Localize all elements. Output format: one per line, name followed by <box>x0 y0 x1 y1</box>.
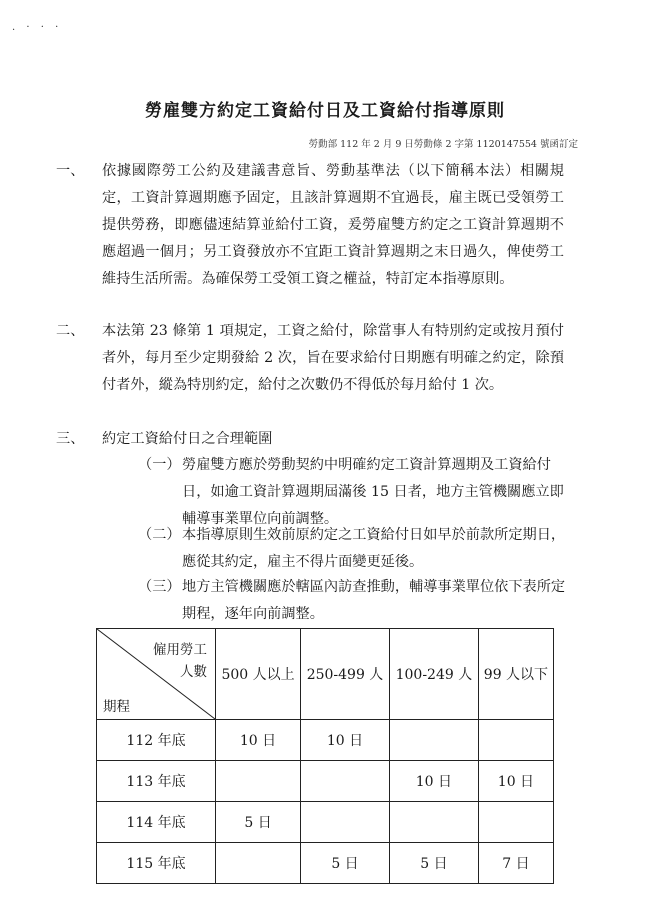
table-cell: 5 日 <box>389 843 478 884</box>
section-1-text: 依據國際勞工公約及建議書意旨、勞動基準法（以下簡稱本法）相關規定，工資計算週期應予固定，且該計算週期不宜過長，雇主既已受領勞工提供勞務，即應儘速結算並給付工資，爰勞雇雙方約定之工資計算週期不應超過一個月；另工資發放亦不宜距工資計算週期之末日過久，俾使勞工維持生活所需。為確保勞工受領工資之權益，特訂定本指導原則。 <box>102 163 564 287</box>
corner-top-label <box>153 639 207 683</box>
column-header: 500 人以上 <box>216 629 301 720</box>
header-dots: . · · · <box>12 22 63 33</box>
table-cell <box>301 802 390 843</box>
table-corner-cell <box>97 629 216 720</box>
table-cell: 5 日 <box>216 802 301 843</box>
subsection-3 <box>138 574 566 628</box>
table-cell <box>478 720 553 761</box>
column-header: 99 人以下 <box>478 629 553 720</box>
table-cell: 10 日 <box>389 761 478 802</box>
subsection-1-text: 勞雇雙方應於勞動契約中明確約定工資計算週期及工資給付日，如逾工資計算週期屆滿後 15 日者，地方主管機關應立即輔導事業單位向前調整。 <box>182 457 564 527</box>
corner-bottom-label: 期程 <box>103 699 130 715</box>
table-cell <box>216 761 301 802</box>
schedule-table <box>96 628 554 884</box>
subsection-3-text: 地方主管機關應於轄區內訪查推動，輔導事業單位依下表所定期程，逐年向前調整。 <box>182 579 566 622</box>
section-3-text: 約定工資給付日之合理範圍 <box>102 431 273 447</box>
table-cell: 10 日 <box>216 720 301 761</box>
table-row <box>97 843 554 884</box>
corner-top-line2: 人數 <box>180 664 207 680</box>
table-cell <box>301 761 390 802</box>
subsection-2-number: （二） <box>138 527 181 543</box>
table-cell: 5 日 <box>301 843 390 884</box>
subsection-2 <box>138 522 566 576</box>
column-header: 100-249 人 <box>389 629 478 720</box>
table-row <box>97 761 554 802</box>
section-1-number: 一、 <box>56 163 85 179</box>
table-header-row <box>97 629 554 720</box>
table-row <box>97 802 554 843</box>
section-2-number: 二、 <box>56 323 85 339</box>
table-cell: 10 日 <box>301 720 390 761</box>
document-subtitle: 勞動部 112 年 2 月 9 日勞動條 2 字第 1120147554 號函訂定 <box>308 139 578 150</box>
table-cell <box>216 843 301 884</box>
document-title: 勞雇雙方約定工資給付日及工資給付指導原則 <box>145 101 505 121</box>
section-3-number: 三、 <box>56 431 85 447</box>
column-header: 250-499 人 <box>301 629 390 720</box>
table-cell: 10 日 <box>478 761 553 802</box>
section-3 <box>56 426 564 453</box>
table-cell: 7 日 <box>478 843 553 884</box>
section-2 <box>56 318 564 399</box>
table-cell <box>478 802 553 843</box>
table-cell <box>389 720 478 761</box>
subsection-3-number: （三） <box>138 579 181 595</box>
table-row <box>97 720 554 761</box>
period-cell: 114 年底 <box>97 802 216 843</box>
period-cell: 115 年底 <box>97 843 216 884</box>
table-cell <box>389 802 478 843</box>
subsection-1 <box>138 452 566 533</box>
section-2-text: 本法第 23 條第 1 項規定，工資之給付，除當事人有特別約定或按月預付者外，每月至少定期發給 2 次，旨在要求給付日期應有明確之約定，除預付者外，縱為特別約定，給付之次數仍不得低於每月給付 1 次。 <box>102 323 564 393</box>
section-1 <box>56 158 564 293</box>
period-cell: 113 年底 <box>97 761 216 802</box>
corner-top-line1: 僱用勞工 <box>153 642 207 658</box>
subsection-2-text: 本指導原則生效前原約定之工資給付日如早於前款所定期日，應從其約定，雇主不得片面變更延後。 <box>182 527 566 570</box>
subsection-1-number: （一） <box>138 457 181 473</box>
period-cell: 112 年底 <box>97 720 216 761</box>
